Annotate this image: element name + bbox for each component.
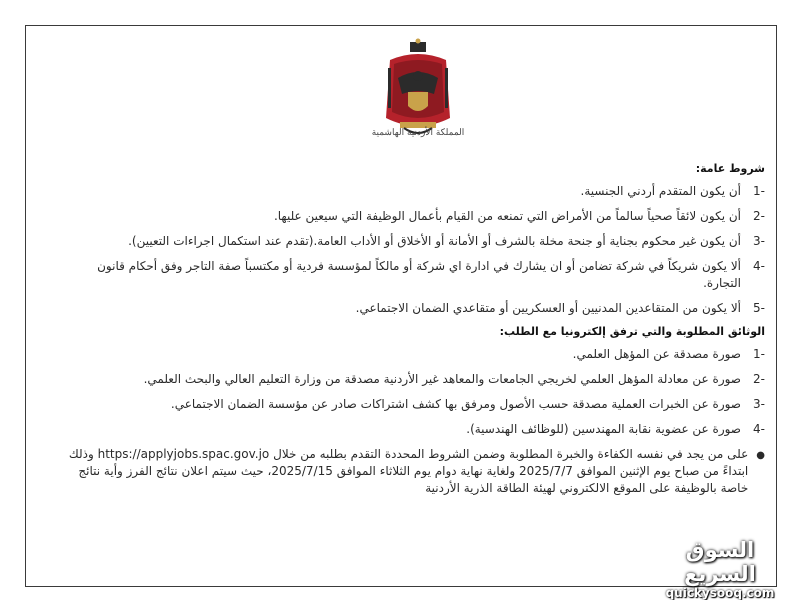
apply-url-link[interactable]: https://applyjobs.spac.gov.jo bbox=[97, 447, 270, 461]
eagle-head bbox=[413, 71, 423, 81]
item-text: صورة عن الخبرات العملية مصدقة حسب الأصول ومرفق بها كشف اشتراكات صادر عن مؤسسة الضمان الاجتماعي. bbox=[170, 397, 741, 411]
flag-pole-left bbox=[388, 68, 391, 108]
shield-shape bbox=[408, 92, 428, 111]
document-item bbox=[60, 346, 765, 363]
note-part-2: وذلك ابتداءً من صباح يوم الإثنين الموافق 2025/7/7 ولغاية نهاية دوام يوم الثلاثاء الموافق 2025/7/15، حيث سيتم اعلان نتائج الفرز وأية نتائج خاصة بالوظيفة على الموقع الالكتروني لهيئة الطاقة الذرية الأردنية bbox=[68, 447, 749, 495]
document-body bbox=[60, 162, 765, 497]
item-number: -1 bbox=[753, 347, 765, 361]
required-documents-heading: الوثائق المطلوبة والتي ترفق إلكترونيا مع الطلب: bbox=[499, 325, 765, 338]
item-number: -4 bbox=[753, 259, 765, 273]
item-text: أن يكون غير محكوم بجناية أو جنحة مخلة بالشرف أو الأمانة أو الأخلاق أو الأداب العامة.(تقدم عند استكمال اجراءات التعيين). bbox=[128, 234, 741, 248]
item-number: -1 bbox=[753, 184, 765, 198]
note-part-1: على من يجد في نفسه الكفاءة والخبرة المطلوبة وضمن الشروط المحددة التقدم بطلبه من خلال bbox=[273, 447, 749, 461]
item-text: صورة عن معادلة المؤهل العلمي لخريجي الجامعات والمعاهد غير الأردنية مصدقة من وزارة التعليم العالي والبحث العلمي. bbox=[143, 372, 741, 386]
crown-jewel bbox=[416, 39, 421, 44]
item-text: ألا يكون من المتقاعدين المدنيين أو العسكريين أو متقاعدي الضمان الاجتماعي. bbox=[355, 301, 741, 315]
kingdom-name: المملكة الأردنية الهاشمية bbox=[371, 128, 465, 138]
watermark-arabic: السوق السريع bbox=[684, 538, 756, 586]
watermark-latin: quickysooq.com bbox=[665, 586, 775, 600]
document-item bbox=[60, 421, 765, 438]
item-text: صورة مصدقة عن المؤهل العلمي. bbox=[572, 347, 741, 361]
item-text: أن يكون لائقاً صحياً سالماً من الأمراض التي تمنعه من القيام بأعمال الوظيفة التي سيعين عليها. bbox=[273, 209, 741, 223]
flag-pole-right bbox=[445, 68, 448, 108]
item-text: أن يكون المتقدم أردني الجنسية. bbox=[580, 184, 741, 198]
item-number: -2 bbox=[753, 372, 765, 386]
document-item bbox=[60, 396, 765, 413]
condition-item bbox=[60, 300, 765, 317]
general-conditions-heading: شروط عامة: bbox=[695, 162, 765, 175]
note-text bbox=[60, 446, 748, 497]
item-text: ألا يكون شريكاً في شركة تضامن أو ان يشارك في ادارة اي شركة أو مالكاً لمؤسسة فردية أو مكتسباً صفة التاجر وفق أحكام قانون التجارة. bbox=[97, 259, 741, 290]
item-number: -5 bbox=[753, 301, 765, 315]
item-number: -3 bbox=[753, 234, 765, 248]
condition-item bbox=[60, 233, 765, 250]
item-text: صورة عن عضوية نقابة المهندسين (للوظائف الهندسية). bbox=[466, 422, 741, 436]
document-item bbox=[60, 371, 765, 388]
condition-item bbox=[60, 258, 765, 292]
item-number: -2 bbox=[753, 209, 765, 223]
item-number: -4 bbox=[753, 422, 765, 436]
application-note bbox=[60, 446, 765, 497]
item-number: -3 bbox=[753, 397, 765, 411]
bullet-icon: ● bbox=[756, 450, 765, 461]
condition-item bbox=[60, 183, 765, 200]
condition-item bbox=[60, 208, 765, 225]
watermark-logo bbox=[650, 538, 790, 600]
